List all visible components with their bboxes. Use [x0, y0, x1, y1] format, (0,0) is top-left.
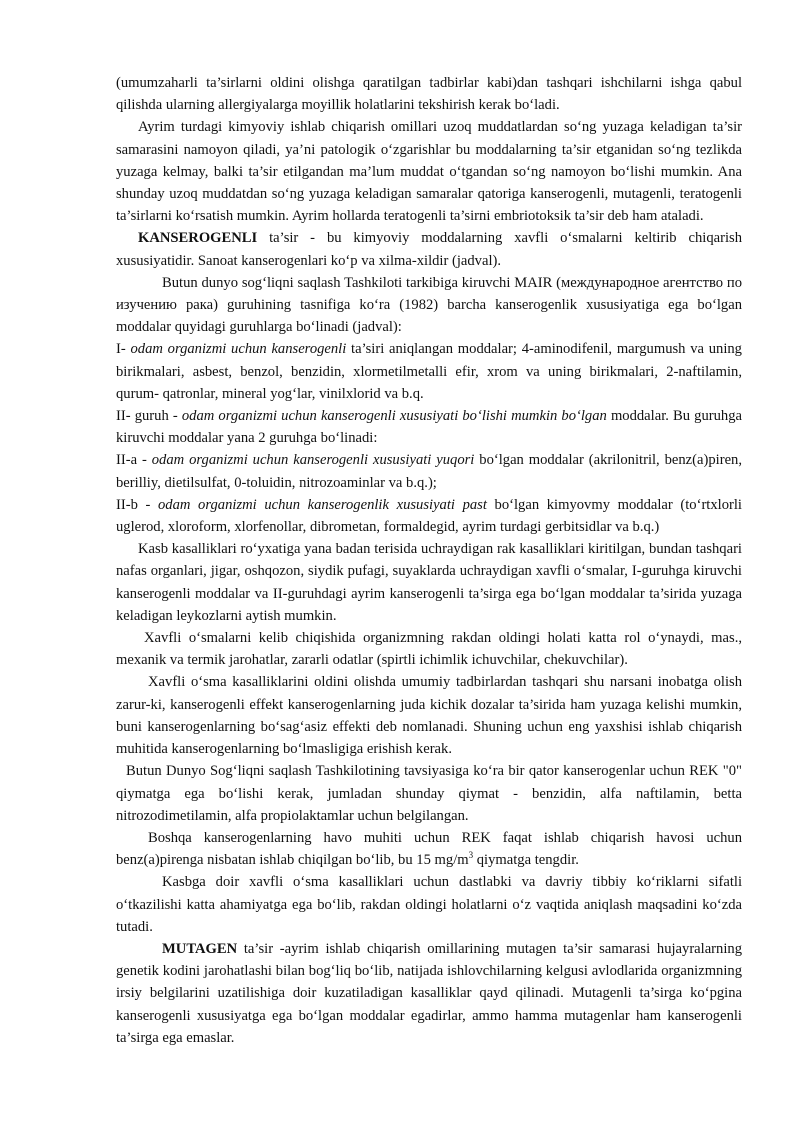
- paragraph-mutagen: [116, 938, 742, 1049]
- group-2: [116, 405, 742, 449]
- term-kanserogenli: KANSEROGENLI: [138, 230, 258, 247]
- group-prefix: II- guruh -: [116, 408, 182, 425]
- group-1: [116, 338, 742, 405]
- group-definition: odam organizmi uchun kanserogenli: [130, 341, 347, 358]
- group-definition: odam organizmi uchun kanserogenli xususiyati bo‘lishi mumkin bo‘lgan: [181, 408, 607, 425]
- paragraph: Ayrim turdagi kimyoviy ishlab chiqarish omillari uzoq muddatlardan so‘ng yuzaga keladigan ta’sir samarasini namoyon qiladi, ya’ni patologik o‘zgarishlar bu moddalarning ta’sir etganidan so‘ng tezlikda yuzaga kelmay, balki ta’sir etilgandan ma’lum muddat o‘tgandan so‘ng namoyon bo‘lishi mumkin. Ana shunday uzoq muddatdan so‘ng yuzaga keladigan samaralar qatoriga kanserogenli, mutagenli, teratogenli ta’sirlarni ko‘rsatish mumkin. Ayrim hollarda teratogenli ta’sirni embriotoksik ta’sir deb ham ataladi.: [116, 119, 742, 225]
- superscript: 3: [468, 850, 474, 861]
- group-definition: odam organizmi uchun kanserogenlik xususiyati past: [158, 496, 487, 513]
- group-text: bo‘lgan kimyovmy moddalar (to‘rtxlorli uglerod, xloroform, xlorfenollar, dibrometan, formaldegid, ayrim turdagi gerbitsidlar va b.q.): [116, 496, 742, 536]
- paragraph: Butun dunyo sog‘liqni saqlash Tashkiloti tarkibiga kiruvchi MAIR (международное агентство по изучению рака) guruhining tasnifiga ko‘ra (1982) barcha kanserogenlik xususiyatiga ega bo‘lgan moddalar quyidagi guruhlarga bo‘linadi (jadval):: [116, 274, 742, 336]
- group-prefix: I-: [116, 341, 131, 358]
- group-2a: [116, 449, 742, 493]
- paragraph: Butun Dunyo Sog‘liqni saqlash Tashkilotining tavsiyasiga ko‘ra bir qator kanserogenlar uchun REK "0" qiymatga ega bo‘lishi kerak, jumladan shunday qiymat - benzidin, alfa naftilamin, betta nitrozodimetilamin, alfa propiolaktamlar uchun belgilangan.: [116, 763, 742, 824]
- group-text: ta’siri aniqlangan moddalar; 4-aminodifenil, margumush va uning birikmalari, asbest, benzol, benzidin, xlormetilmetalli efir, xrom va uning birikmalari, 2-naftilamin, qurum- qatronlar, mineral yog‘lar, vinilxlorid va b.q.: [116, 341, 742, 402]
- paragraph: Xavfli o‘smalarni kelib chiqishida organizmning rakdan oldingi holati katta rol o‘ynaydi, mas., mexanik va termik jarohatlar, zararli odatlar (spirtli ichimlik ichuvchilar, chekuvchilar).: [116, 630, 742, 669]
- paragraph-text: qiymatga tengdir.: [473, 852, 579, 869]
- paragraph-kanserogenli: [116, 227, 742, 271]
- paragraph-text: Boshqa kanserogenlarning havo muhiti uchun REK faqat ishlab chiqarish havosi uchun benz(a)pirenga nisbatan ishlab chiqilgan bo‘lib, bu 15 mg/m: [116, 829, 742, 869]
- term-mutagen: MUTAGEN: [162, 940, 238, 957]
- paragraph: Kasbga doir xavfli o‘sma kasalliklari uchun dastlabki va davriy tibbiy ko‘riklarni sifatli o‘tkazilishi katta ahamiyatga ega bo‘lib, rakdan oldingi holatlarni o‘z vaqtida aniqlash maqsadini ko‘zda tutadi.: [116, 874, 742, 935]
- paragraph: (umumzaharli ta’sirlarni oldini olishga qaratilgan tadbirlar kabi)dan tashqari ishchilarni ishga qabul qilishda ularning allergiyalarga moyillik holatlarini tekshirish kerak bo‘ladi.: [116, 75, 742, 114]
- group-2b: [116, 494, 742, 538]
- group-text: moddalar. Bu guruhga kiruvchi moddalar yana 2 guruhga bo‘linadi:: [116, 408, 742, 447]
- group-definition: odam organizmi uchun kanserogenli xususiyati yuqori: [151, 452, 475, 469]
- paragraph: Xavfli o‘sma kasalliklarini oldini olishda umumiy tadbirlardan tashqari shu narsani inobatga olish zarur-ki, kanserogenli effekt kanserogenlarning juda kichik dozalar ta’sirida ham yuzaga kelishi mumkin, buni kanserogenlarning bo‘sag‘asiz effekti deb nomlanadi. Shuning uchun eng yaxshisi ishlab chiqarish muhitida kanserogenlarning bo‘lmasligiga erishish kerak.: [116, 674, 742, 758]
- group-text: bo‘lgan moddalar (akrilonitril, benz(a)piren, berilliy, dietilsulfat, 0-toluidin, nitrozoaminlar va b.q.);: [116, 452, 742, 491]
- document-page: [116, 72, 742, 1049]
- paragraph-text: ta’sir - bu kimyoviy moddalarning xavfli o‘smalarni keltirib chiqarish xususiyatidir. Sanoat kanserogenlari ko‘p va xilma-xildir (jadval).: [116, 230, 742, 269]
- paragraph-rek: [116, 827, 742, 871]
- paragraph: Kasb kasalliklari ro‘yxatiga yana badan terisida uchraydigan rak kasalliklari kiritilgan, bundan tashqari nafas organlari, jigar, oshqozon, siydik pufagi, suyaklarda uchraydigan xavfli o‘smalar, I-guruhga kiruvchi kanserogenli moddalar va II-guruhdagi ayrim kanserogenli ta’sirga ega bo‘lgan moddalar ta’sirida yuzaga keladigan leykozlarni aytish mumkin.: [116, 541, 742, 624]
- group-prefix: II-b -: [116, 496, 158, 513]
- paragraph-text: ta’sir -ayrim ishlab chiqarish omillarining mutagen ta’sir samarasi hujayralarning genetik kodini jarohatlashi bilan bog‘liq bo‘lib, natijada ishlovchilarning kelgusi avlodlarida organizmning irsiy belgilarini uzatilishiga doir kuzatiladigan kasalliklar qayd qilinadi. Mutagenli ta’sirga ko‘pgina kanserogenli xususiyatga ega bo‘lgan moddalar egadirlar, ammo hamma mutagenlar ham kanserogenli ta’sirga ega emaslar.: [116, 940, 742, 1046]
- group-prefix: II-a -: [116, 452, 152, 469]
